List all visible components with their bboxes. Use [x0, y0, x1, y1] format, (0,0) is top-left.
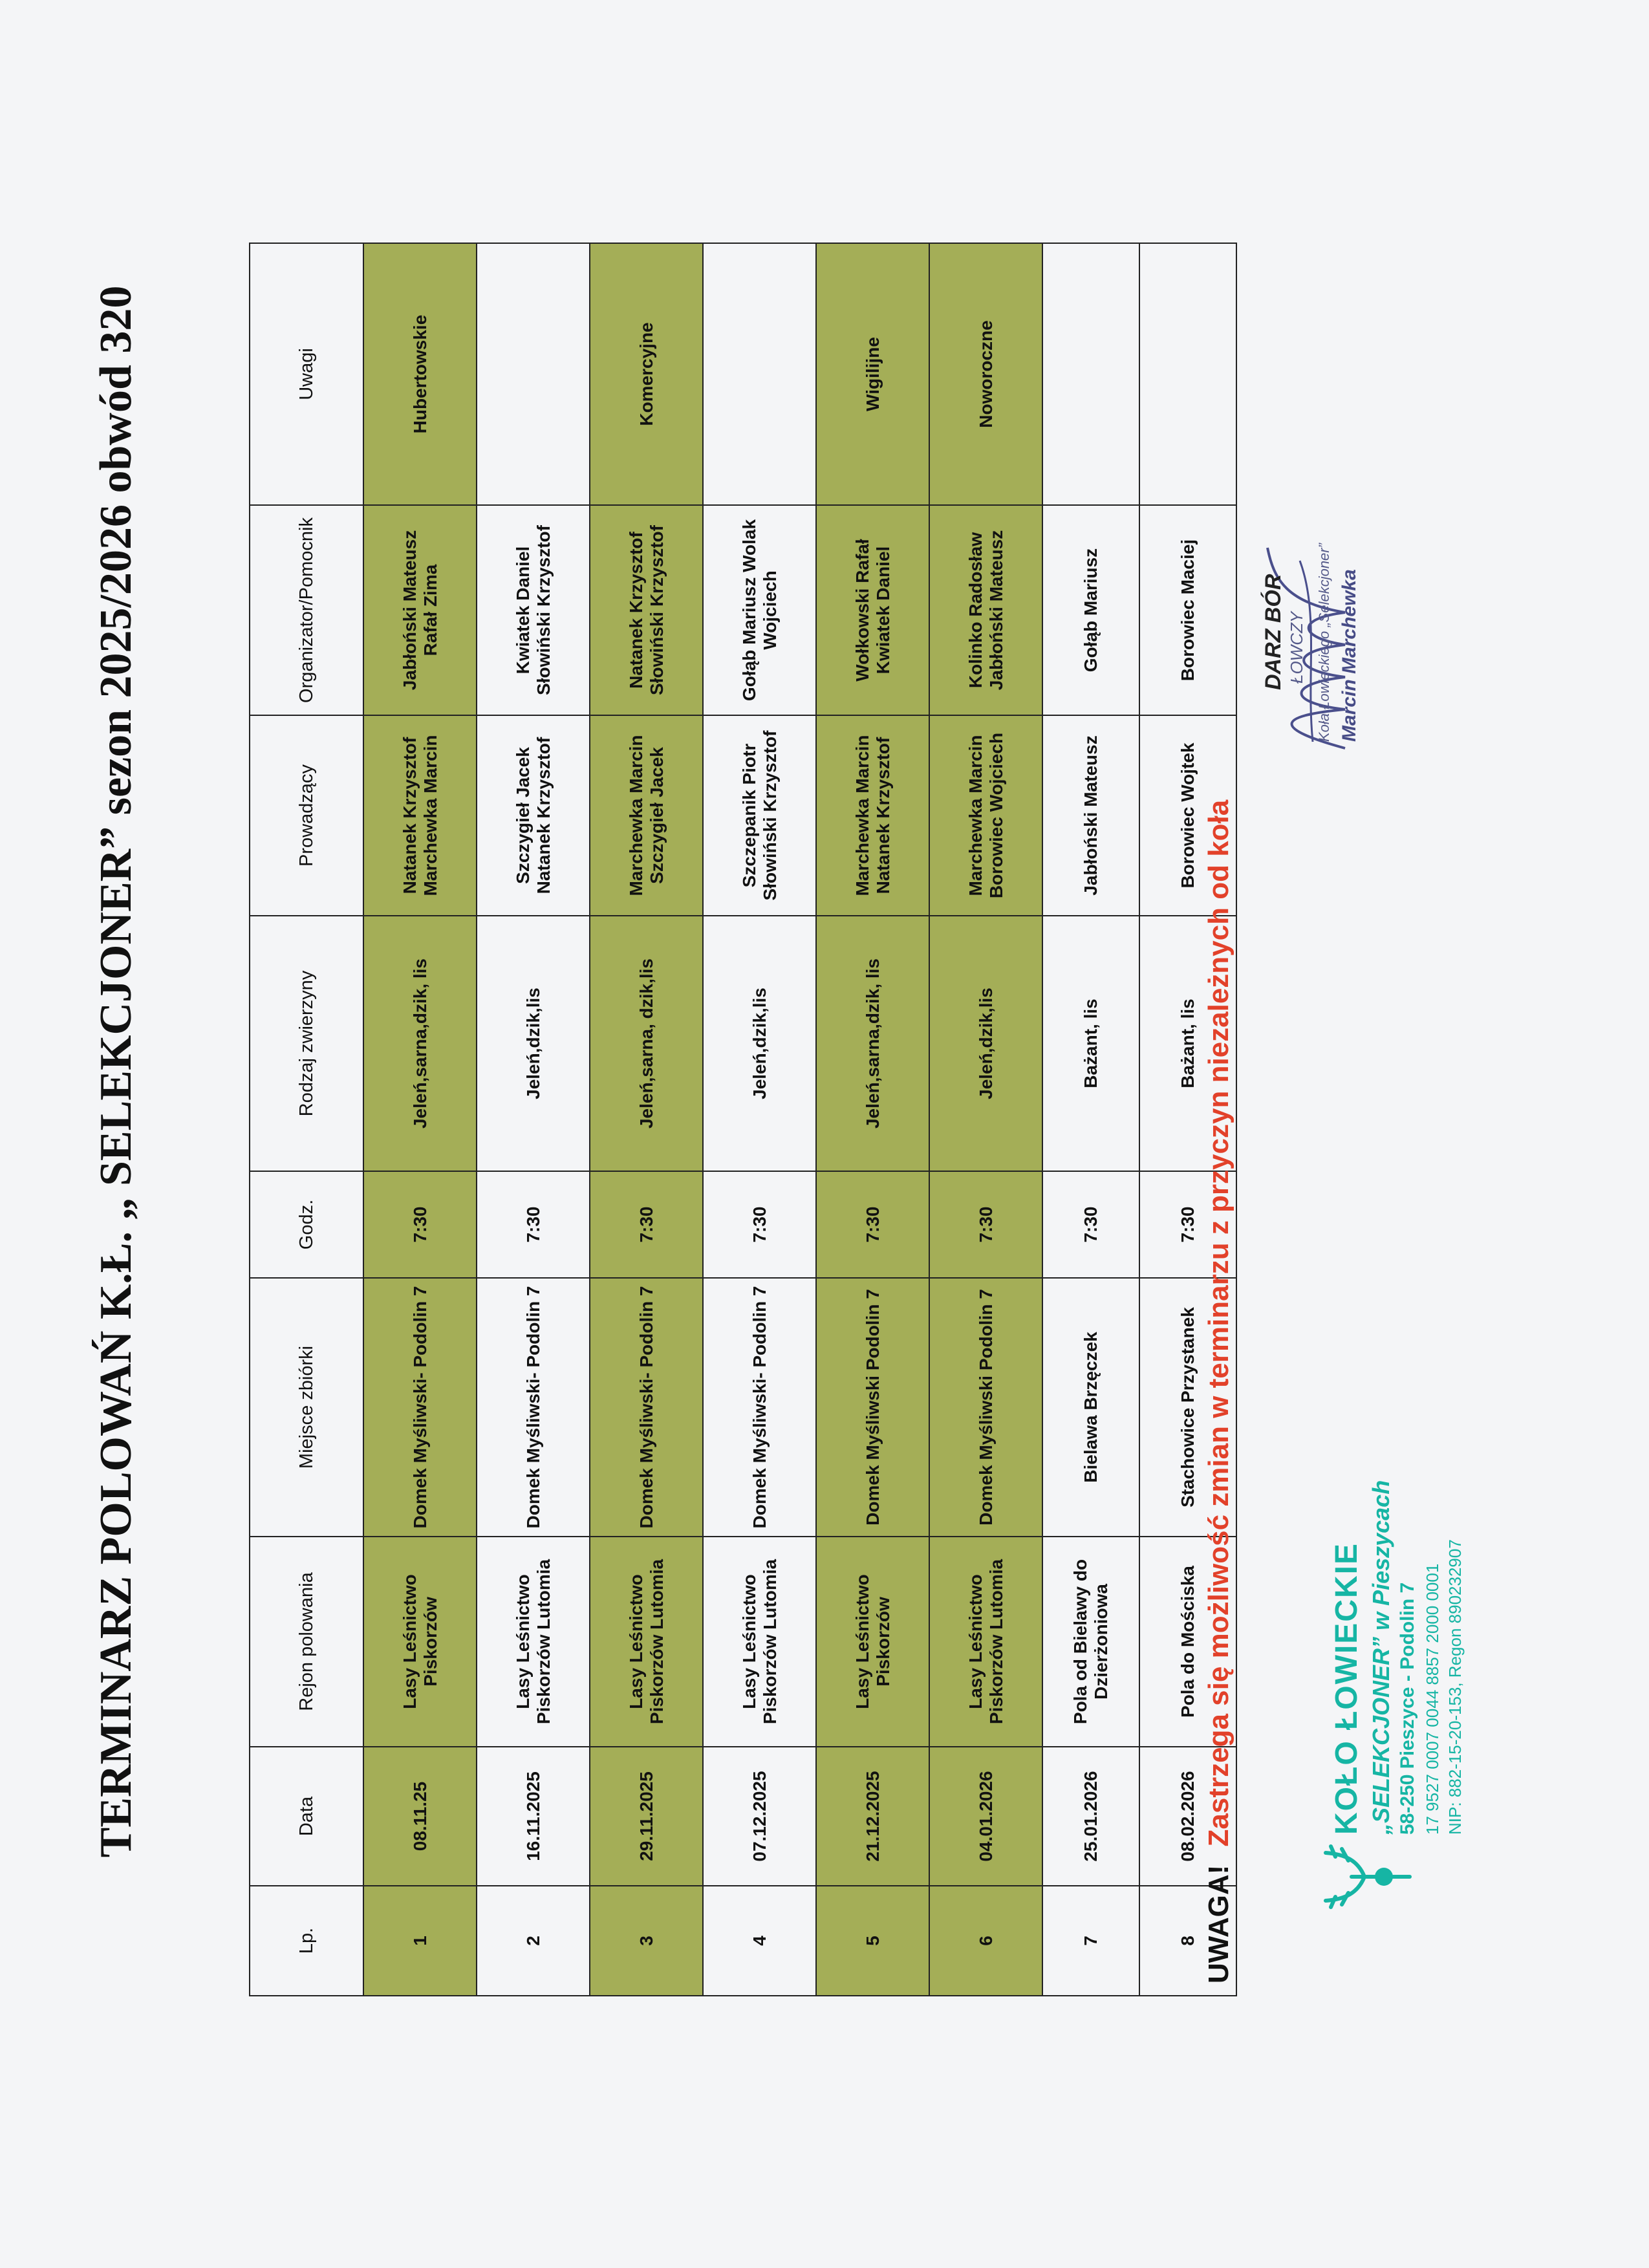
- cell-zwierzyna: Jeleń,dzik,lis: [477, 916, 590, 1171]
- cell-uwagi: Komercyjne: [590, 243, 703, 505]
- cell-miejsce: Bielawa Brzęczek: [1042, 1278, 1139, 1537]
- header-miejsce: Miejsce zbiórki: [250, 1278, 363, 1537]
- cell-uwagi: Hubertowskie: [363, 243, 477, 505]
- cell-godz: 7:30: [1042, 1171, 1139, 1278]
- header-zwierzyna: Rodzaj zwierzyny: [250, 916, 363, 1171]
- cell-prowadzacy: Jabłoński Mateusz: [1042, 715, 1139, 916]
- table-row: [929, 243, 1042, 1996]
- cell-miejsce: Domek Myśliwski Podolin 7: [929, 1278, 1042, 1537]
- cell-miejsce: Domek Myśliwski- Podolin 7: [363, 1278, 477, 1537]
- club-seal: [1313, 1460, 1507, 1912]
- seal-club-label: KOŁO ŁOWIECKIE: [1330, 1542, 1364, 1835]
- header-uwagi: Uwagi: [250, 243, 363, 505]
- cell-zwierzyna: Bażant, lis: [1139, 916, 1236, 1171]
- stamp-darz-bor: DARZ BÓR: [1261, 574, 1286, 690]
- cell-zwierzyna: Jeleń,dzik,lis: [703, 916, 816, 1171]
- cell-organizator: Borowiec Maciej: [1139, 505, 1236, 715]
- cell-prowadzacy: Marchewka Marcin Natanek Krzysztof: [816, 715, 929, 916]
- cell-prowadzacy: Szczepanik Piotr Słowiński Krzysztof: [703, 715, 816, 916]
- stamp-person-name: Marcin Marchewka: [1339, 569, 1360, 742]
- cell-rejon: Pola od Bielawy do Dzierżoniowa: [1042, 1537, 1139, 1747]
- seal-club-name: „SELEKCJONER” w Pieszycach: [1368, 1480, 1394, 1835]
- seal-nip-regon: NIP: 882-15-20-153, Regon 890232907: [1445, 1539, 1465, 1835]
- table-header-row: [250, 243, 363, 1996]
- cell-uwagi: [1139, 243, 1236, 505]
- cell-lp: 7: [1042, 1886, 1139, 1996]
- table-row: [477, 243, 590, 1996]
- table-row: [363, 243, 477, 1996]
- cell-uwagi: [477, 243, 590, 505]
- cell-organizator: Jabłoński Mateusz Rafał Zima: [363, 505, 477, 715]
- cell-miejsce: Domek Myśliwski- Podolin 7: [477, 1278, 590, 1537]
- notice-text: Zastrzega się możliwość zmian w terminarzu z przyczyn niezależnych od koła: [1203, 799, 1234, 1847]
- cell-organizator: Kwiatek Daniel Słowiński Krzysztof: [477, 505, 590, 715]
- cell-lp: 4: [703, 1886, 816, 1996]
- cell-prowadzacy: Marchewka Marcin Borowiec Wojciech: [929, 715, 1042, 916]
- cell-lp: 6: [929, 1886, 1042, 1996]
- notice-label: UWAGA!: [1203, 1864, 1234, 1983]
- cell-godz: 7:30: [477, 1171, 590, 1278]
- hunting-schedule-table: [249, 243, 1237, 1996]
- cell-rejon: Pola do Mościska: [1139, 1537, 1236, 1747]
- cell-prowadzacy: Natanek Krzysztof Marchewka Marcin: [363, 715, 477, 916]
- cell-godz: 7:30: [590, 1171, 703, 1278]
- cell-godz: 7:30: [703, 1171, 816, 1278]
- cell-miejsce: Domek Myśliwski- Podolin 7: [703, 1278, 816, 1537]
- cell-prowadzacy: Borowiec Wojtek: [1139, 715, 1236, 916]
- cell-uwagi: Wigilijne: [816, 243, 929, 505]
- cell-miejsce: Stachowice Przystanek: [1139, 1278, 1236, 1537]
- cell-rejon: Lasy Leśnictwo Piskorzów: [816, 1537, 929, 1747]
- header-godz: Godz.: [250, 1171, 363, 1278]
- cell-zwierzyna: Jeleń,sarna,dzik, lis: [816, 916, 929, 1171]
- cell-lp: 1: [363, 1886, 477, 1996]
- cell-uwagi: Noworoczne: [929, 243, 1042, 505]
- table-row: [816, 243, 929, 1996]
- cell-miejsce: Domek Myśliwski Podolin 7: [816, 1278, 929, 1537]
- cell-organizator: Kolinko Radosław Jabłoński Mateusz: [929, 505, 1042, 715]
- cell-godz: 7:30: [929, 1171, 1042, 1278]
- cell-data: 07.12.2025: [703, 1747, 816, 1886]
- table-row: [590, 243, 703, 1996]
- cell-organizator: Gołąb Mariusz Wolak Wojciech: [703, 505, 816, 715]
- cell-organizator: Gołąb Mariusz: [1042, 505, 1139, 715]
- header-organizator: Organizator/Pomocnik: [250, 505, 363, 715]
- header-lp: Lp.: [250, 1886, 363, 1996]
- cell-data: 08.02.2026: [1139, 1747, 1236, 1886]
- antler-emblem-icon: [1313, 1841, 1416, 1912]
- cell-organizator: Natanek Krzysztof Słowiński Krzysztof: [590, 505, 703, 715]
- cell-zwierzyna: Jeleń,sarna,dzik, lis: [363, 916, 477, 1171]
- header-rejon: Rejon polowania: [250, 1537, 363, 1747]
- cell-prowadzacy: Szczygieł Jacek Natanek Krzysztof: [477, 715, 590, 916]
- cell-rejon: Lasy Leśnictwo Piskorzów Lutomia: [929, 1537, 1042, 1747]
- cell-data: 29.11.2025: [590, 1747, 703, 1886]
- cell-rejon: Lasy Leśnictwo Piskorzów Lutomia: [590, 1537, 703, 1747]
- cell-zwierzyna: Jeleń,dzik,lis: [929, 916, 1042, 1171]
- cell-lp: 2: [477, 1886, 590, 1996]
- cell-godz: 7:30: [816, 1171, 929, 1278]
- cell-lp: 8: [1139, 1886, 1236, 1996]
- cell-uwagi: [703, 243, 816, 505]
- cell-data: 16.11.2025: [477, 1747, 590, 1886]
- stamp-club-name: Koła Łowieckiego „Selekcjoner”: [1316, 543, 1332, 742]
- cell-data: 04.01.2026: [929, 1747, 1042, 1886]
- huntsman-stamp: [1248, 515, 1442, 1324]
- cell-zwierzyna: Jeleń,sarna, dzik,lis: [590, 916, 703, 1171]
- cell-miejsce: Domek Myśliwski- Podolin 7: [590, 1278, 703, 1537]
- seal-address: 58-250 Pieszyce - Podolin 7: [1397, 1582, 1418, 1835]
- cell-uwagi: [1042, 243, 1139, 505]
- cell-data: 08.11.25: [363, 1747, 477, 1886]
- cell-godz: 7:30: [1139, 1171, 1236, 1278]
- table-row: [703, 243, 816, 1996]
- table-row: [1042, 243, 1139, 1996]
- header-prowadzacy: Prowadzący: [250, 715, 363, 916]
- cell-data: 25.01.2026: [1042, 1747, 1139, 1886]
- seal-bank-account: 17 9527 0007 0044 8857 2000 0001: [1423, 1563, 1442, 1835]
- cell-rejon: Lasy Leśnictwo Piskorzów Lutomia: [477, 1537, 590, 1747]
- cell-organizator: Wołkowski Rafał Kwiatek Daniel: [816, 505, 929, 715]
- cell-data: 21.12.2025: [816, 1747, 929, 1886]
- cell-godz: 7:30: [363, 1171, 477, 1278]
- header-data: Data: [250, 1747, 363, 1886]
- cell-zwierzyna: Bażant, lis: [1042, 916, 1139, 1171]
- cell-rejon: Lasy Leśnictwo Piskorzów Lutomia: [703, 1537, 816, 1747]
- stamp-lowczy: ŁOWCZY: [1287, 611, 1306, 684]
- notice: [1203, 800, 1235, 1983]
- cell-prowadzacy: Marchewka Marcin Szczygieł Jacek: [590, 715, 703, 916]
- document-title: TERMINARZ POLOWAŃ K.Ł. „ SELEKCJONER” sezon 2025/2026 obwód 320: [91, 285, 141, 1858]
- cell-lp: 3: [590, 1886, 703, 1996]
- cell-lp: 5: [816, 1886, 929, 1996]
- cell-rejon: Lasy Leśnictwo Piskorzów: [363, 1537, 477, 1747]
